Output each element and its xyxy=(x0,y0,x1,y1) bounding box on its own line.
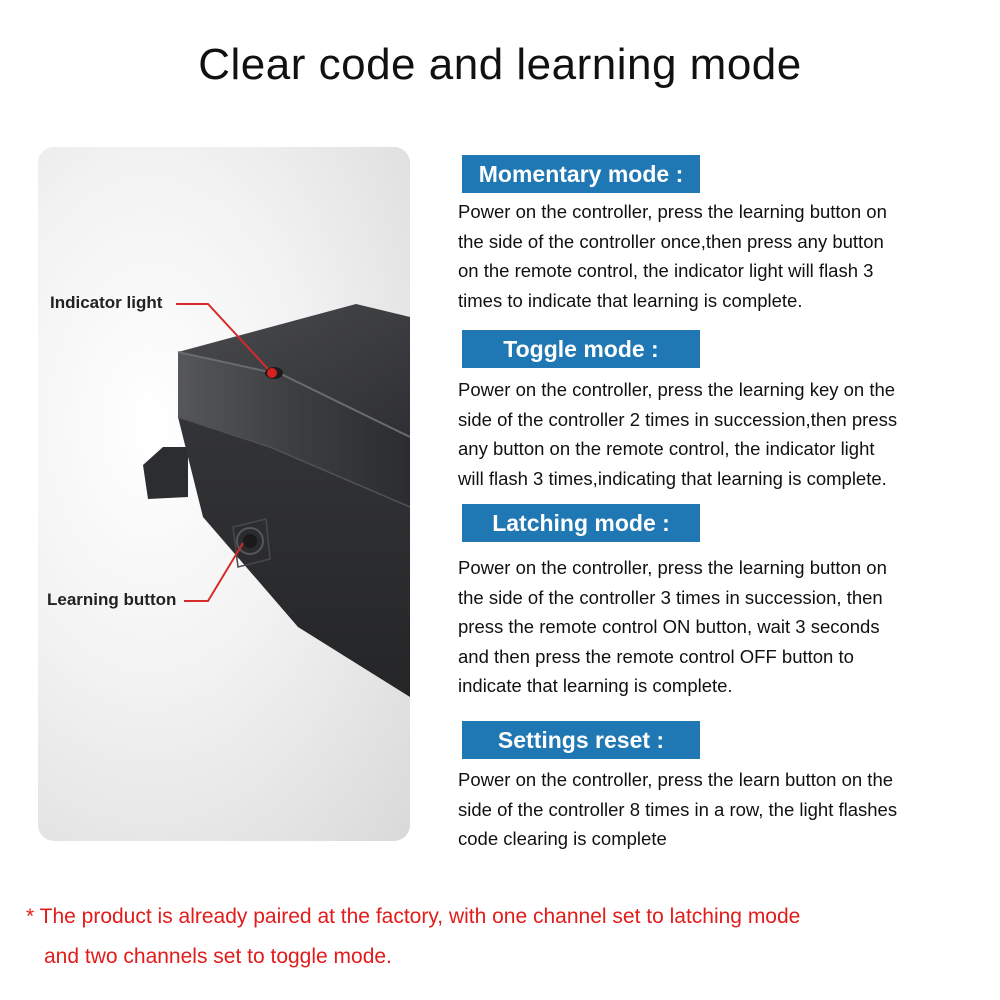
text-line: Power on the controller, press the learning key on the xyxy=(458,379,896,400)
momentary-mode-text xyxy=(458,197,998,315)
text-line: press the remote control ON button, wait 3 seconds xyxy=(458,616,880,637)
learning-button-label: Learning button xyxy=(47,590,177,609)
text-line: indicate that learning is complete. xyxy=(458,675,733,696)
text-line: Power on the controller, press the learn button on the xyxy=(458,769,894,790)
toggle-mode-header: Toggle mode : xyxy=(462,330,700,368)
settings-reset-header: Settings reset : xyxy=(462,721,700,759)
factory-pairing-note xyxy=(26,897,991,977)
indicator-light-label: Indicator light xyxy=(50,293,163,312)
text-line: side of the controller 2 times in succession,then press xyxy=(458,408,898,430)
indicator-light-icon xyxy=(267,368,277,378)
text-line: Power on the controller, press the learning button on xyxy=(458,557,887,578)
settings-reset-text xyxy=(458,765,998,854)
note-line-2: and two channels set to toggle mode. xyxy=(44,945,392,968)
latching-mode-text xyxy=(458,553,998,701)
text-line: the side of the controller once,then press any button xyxy=(458,230,884,252)
text-line: Power on the controller, press the learning button on xyxy=(458,201,887,222)
text-line: on the remote control, the indicator light will flash 3 xyxy=(458,260,874,281)
text-line: side of the controller 8 times in a row, the light flashes xyxy=(458,798,898,820)
text-line: any button on the remote control, the indicator light xyxy=(458,438,875,459)
latching-mode-header: Latching mode : xyxy=(462,504,700,542)
text-line: the side of the controller 3 times in succession, then xyxy=(458,586,883,608)
page-title: Clear code and learning mode xyxy=(198,40,802,89)
text-line: times to indicate that learning is complete. xyxy=(458,289,803,311)
note-line-1: * The product is already paired at the factory, with one channel set to latching mode xyxy=(26,905,801,928)
text-line: and then press the remote control OFF button to xyxy=(458,645,854,667)
momentary-mode-header: Momentary mode : xyxy=(462,155,700,193)
learning-button-icon xyxy=(243,534,257,548)
device-flange xyxy=(143,447,188,499)
product-photo xyxy=(38,147,410,841)
controller-illustration xyxy=(38,147,410,841)
toggle-mode-text xyxy=(458,375,998,493)
text-line: code clearing is complete xyxy=(458,828,667,849)
text-line: will flash 3 times,indicating that learning is complete. xyxy=(458,467,887,489)
